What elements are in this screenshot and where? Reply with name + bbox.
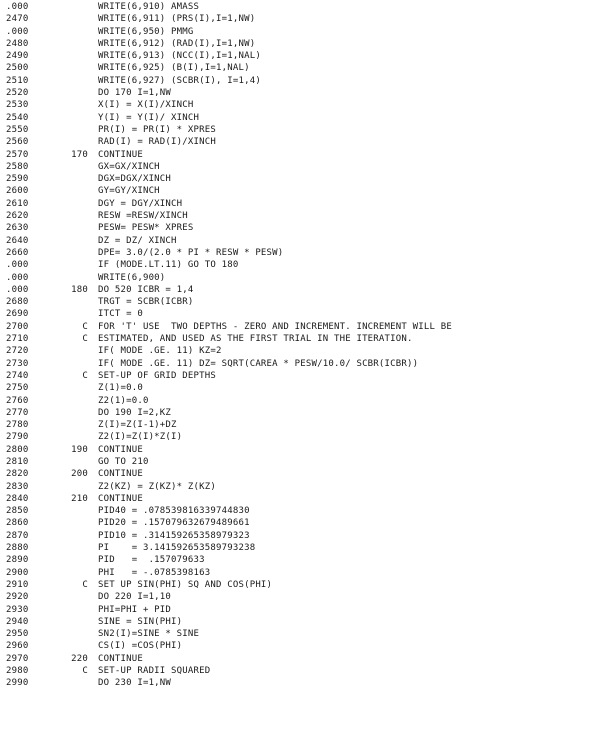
code-line [0, 50, 602, 62]
statement-text: WRITE(6,927) (SCBR(I), I=1,4) [98, 75, 261, 86]
sequence-number: 2760 [6, 395, 29, 406]
statement-text: PESW= PESW* XPRES [98, 223, 194, 234]
code-line [0, 604, 602, 616]
statement-label: 170 [71, 149, 88, 160]
sequence-number: 2570 [6, 149, 29, 160]
statement-text: GX=GX/XINCH [98, 161, 160, 172]
code-line [0, 542, 602, 554]
statement-text: DO 230 I=1,NW [98, 678, 172, 689]
sequence-number: 2690 [6, 309, 29, 320]
code-line [0, 112, 602, 124]
sequence-number: 2770 [6, 407, 29, 418]
statement-text: WRITE(6,900) [98, 272, 166, 283]
sequence-number: 2750 [6, 383, 29, 394]
comment-marker: C [82, 321, 88, 332]
sequence-number: 2590 [6, 174, 29, 185]
statement-label: 200 [71, 469, 88, 480]
code-line [0, 99, 602, 111]
sequence-number: 2720 [6, 346, 29, 357]
statement-text: PID = .157079633 [98, 555, 205, 566]
statement-text: SN2(I)=SINE * SINE [98, 629, 200, 640]
sequence-number: 2580 [6, 161, 29, 172]
code-line [0, 431, 602, 443]
code-line [0, 222, 602, 234]
sequence-number: 2740 [6, 370, 29, 381]
code-line [0, 444, 602, 456]
sequence-number: 2880 [6, 543, 29, 554]
sequence-number: 2530 [6, 100, 29, 111]
statement-text: DGY = DGY/XINCH [98, 198, 183, 209]
sequence-number: 2660 [6, 247, 29, 258]
sequence-number: 2840 [6, 493, 29, 504]
statement-text: ITCT = 0 [98, 309, 143, 320]
code-line [0, 1, 602, 13]
comment-marker: C [82, 579, 88, 590]
statement-text: Z(I)=Z(I-1)+DZ [98, 420, 177, 431]
statement-text: WRITE(6,913) (NCC(I),I=1,NAL) [98, 51, 261, 62]
sequence-number: 2610 [6, 198, 29, 209]
statement-label: 180 [71, 284, 88, 295]
statement-text: PID40 = .078539816339744830 [98, 506, 250, 517]
statement-text: DO 520 ICBR = 1,4 [98, 284, 194, 295]
sequence-number: .000 [6, 26, 29, 37]
comment-text: FOR 'T' USE TWO DEPTHS - ZERO AND INCREMENT. INCREMENT WILL BE [98, 321, 452, 332]
statement-text: DO 170 I=1,NW [98, 88, 172, 99]
sequence-number: .000 [6, 272, 29, 283]
sequence-number: 2920 [6, 592, 29, 603]
statement-text: DGX=DGX/XINCH [98, 174, 172, 185]
code-line [0, 628, 602, 640]
code-line [0, 161, 602, 173]
statement-text: PHI=PHI + PID [98, 604, 172, 615]
code-line [0, 554, 602, 566]
statement-text: DO 190 I=2,KZ [98, 407, 172, 418]
code-line [0, 136, 602, 148]
sequence-number: 2680 [6, 297, 29, 308]
statement-text: DZ = DZ/ XINCH [98, 235, 177, 246]
statement-text: PR(I) = PR(I) * XPRES [98, 124, 216, 135]
comment-line [0, 579, 602, 591]
code-line [0, 567, 602, 579]
statement-text: CONTINUE [98, 469, 143, 480]
sequence-number: 2520 [6, 88, 29, 99]
code-line [0, 247, 602, 259]
code-line [0, 677, 602, 689]
sequence-number: 2500 [6, 63, 29, 74]
code-line [0, 616, 602, 628]
sequence-number: .000 [6, 284, 29, 295]
comment-text: SET-UP OF GRID DEPTHS [98, 370, 216, 381]
code-line [0, 210, 602, 222]
sequence-number: 2820 [6, 469, 29, 480]
sequence-number: 2890 [6, 555, 29, 566]
comment-line [0, 333, 602, 345]
sequence-number: 2930 [6, 604, 29, 615]
sequence-number: 2800 [6, 444, 29, 455]
sequence-number: 2860 [6, 518, 29, 529]
statement-text: GO TO 210 [98, 456, 149, 467]
code-line [0, 530, 602, 542]
statement-text: CONTINUE [98, 493, 143, 504]
code-line [0, 185, 602, 197]
sequence-number: 2810 [6, 456, 29, 467]
sequence-number: 2870 [6, 530, 29, 541]
statement-text: IF( MODE .GE. 11) DZ= SQRT(CAREA * PESW/10.0/ SCBR(ICBR)) [98, 358, 419, 369]
statement-text: IF (MODE.LT.11) GO TO 180 [98, 260, 239, 271]
statement-text: PI = 3.141592653589793238 [98, 543, 256, 554]
code-line [0, 481, 602, 493]
code-line [0, 62, 602, 74]
statement-text: Y(I) = Y(I)/ XINCH [98, 112, 200, 123]
code-line [0, 653, 602, 665]
comment-text: SET-UP RADII SQUARED [98, 666, 211, 677]
statement-text: CONTINUE [98, 149, 143, 160]
code-line [0, 382, 602, 394]
sequence-number: 2980 [6, 666, 29, 677]
comment-line [0, 370, 602, 382]
statement-text: RESW =RESW/XINCH [98, 211, 188, 222]
code-line [0, 517, 602, 529]
statement-text: DO 220 I=1,10 [98, 592, 172, 603]
sequence-number: 2910 [6, 579, 29, 590]
sequence-number: 2990 [6, 678, 29, 689]
code-line [0, 272, 602, 284]
code-line [0, 296, 602, 308]
code-line [0, 26, 602, 38]
code-line [0, 87, 602, 99]
code-line [0, 38, 602, 50]
code-line [0, 308, 602, 320]
sequence-number: 2710 [6, 334, 29, 345]
sequence-number: 2490 [6, 51, 29, 62]
statement-text: IF( MODE .GE. 11) KZ=2 [98, 346, 222, 357]
sequence-number: 2780 [6, 420, 29, 431]
code-line [0, 149, 602, 161]
sequence-number: 2790 [6, 432, 29, 443]
sequence-number: 2970 [6, 653, 29, 664]
statement-text: CONTINUE [98, 653, 143, 664]
comment-text: SET UP SIN(PHI) SQ AND COS(PHI) [98, 579, 273, 590]
statement-text: WRITE(6,910) AMASS [98, 2, 200, 12]
code-line [0, 173, 602, 185]
statement-text: Z(1)=0.0 [98, 383, 143, 394]
statement-text: RAD(I) = RAD(I)/XINCH [98, 137, 216, 148]
comment-line [0, 321, 602, 333]
statement-label: 220 [71, 653, 88, 664]
code-line [0, 456, 602, 468]
sequence-number: 2600 [6, 186, 29, 197]
comment-text: ESTIMATED, AND USED AS THE FIRST TRIAL IN THE ITERATION. [98, 334, 413, 345]
code-line [0, 468, 602, 480]
sequence-number: 2540 [6, 112, 29, 123]
sequence-number: 2730 [6, 358, 29, 369]
statement-label: 190 [71, 444, 88, 455]
code-line [0, 640, 602, 652]
sequence-number: 2850 [6, 506, 29, 517]
code-line [0, 345, 602, 357]
sequence-number: 2550 [6, 124, 29, 135]
code-line [0, 419, 602, 431]
sequence-number: 2940 [6, 616, 29, 627]
statement-text: WRITE(6,912) (RAD(I),I=1,NW) [98, 38, 256, 49]
statement-text: DPE= 3.0/(2.0 * PI * RESW * PESW) [98, 247, 284, 258]
sequence-number: 2630 [6, 223, 29, 234]
code-line [0, 395, 602, 407]
statement-text: WRITE(6,925) (B(I),I=1,NAL) [98, 63, 250, 74]
code-line [0, 505, 602, 517]
comment-marker: C [82, 666, 88, 677]
statement-text: WRITE(6,950) PMMG [98, 26, 194, 37]
sequence-number: 2900 [6, 567, 29, 578]
code-line [0, 259, 602, 271]
sequence-number: 2960 [6, 641, 29, 652]
sequence-number: .000 [6, 2, 29, 12]
code-line [0, 235, 602, 247]
statement-text: TRGT = SCBR(ICBR) [98, 297, 194, 308]
statement-text: GY=GY/XINCH [98, 186, 160, 197]
sequence-number: 2640 [6, 235, 29, 246]
statement-text: PID20 = .157079632679489661 [98, 518, 250, 529]
code-line [0, 124, 602, 136]
statement-text: CS(I) =COS(PHI) [98, 641, 183, 652]
code-line [0, 493, 602, 505]
statement-text: Z2(I)=Z(I)*Z(I) [98, 432, 183, 443]
code-line [0, 13, 602, 25]
statement-text: X(I) = X(I)/XINCH [98, 100, 194, 111]
statement-text: PHI = -.0785398163 [98, 567, 211, 578]
code-line [0, 407, 602, 419]
comment-marker: C [82, 334, 88, 345]
code-line [0, 591, 602, 603]
sequence-number: 2480 [6, 38, 29, 49]
sequence-number: 2470 [6, 14, 29, 25]
sequence-number: 2560 [6, 137, 29, 148]
statement-text: WRITE(6,911) (PRS(I),I=1,NW) [98, 14, 256, 25]
sequence-number: .000 [6, 260, 29, 271]
statement-label: 210 [71, 493, 88, 504]
comment-line [0, 665, 602, 677]
sequence-number: 2700 [6, 321, 29, 332]
comment-marker: C [82, 370, 88, 381]
code-line [0, 198, 602, 210]
code-line [0, 284, 602, 296]
statement-text: CONTINUE [98, 444, 143, 455]
sequence-number: 2950 [6, 629, 29, 640]
sequence-number: 2830 [6, 481, 29, 492]
code-line [0, 75, 602, 87]
statement-text: Z2(KZ) = Z(KZ)* Z(KZ) [98, 481, 216, 492]
statement-text: SINE = SIN(PHI) [98, 616, 183, 627]
sequence-number: 2510 [6, 75, 29, 86]
code-line [0, 358, 602, 370]
sequence-number: 2620 [6, 211, 29, 222]
statement-text: Z2(1)=0.0 [98, 395, 149, 406]
statement-text: PID10 = .314159265358979323 [98, 530, 250, 541]
